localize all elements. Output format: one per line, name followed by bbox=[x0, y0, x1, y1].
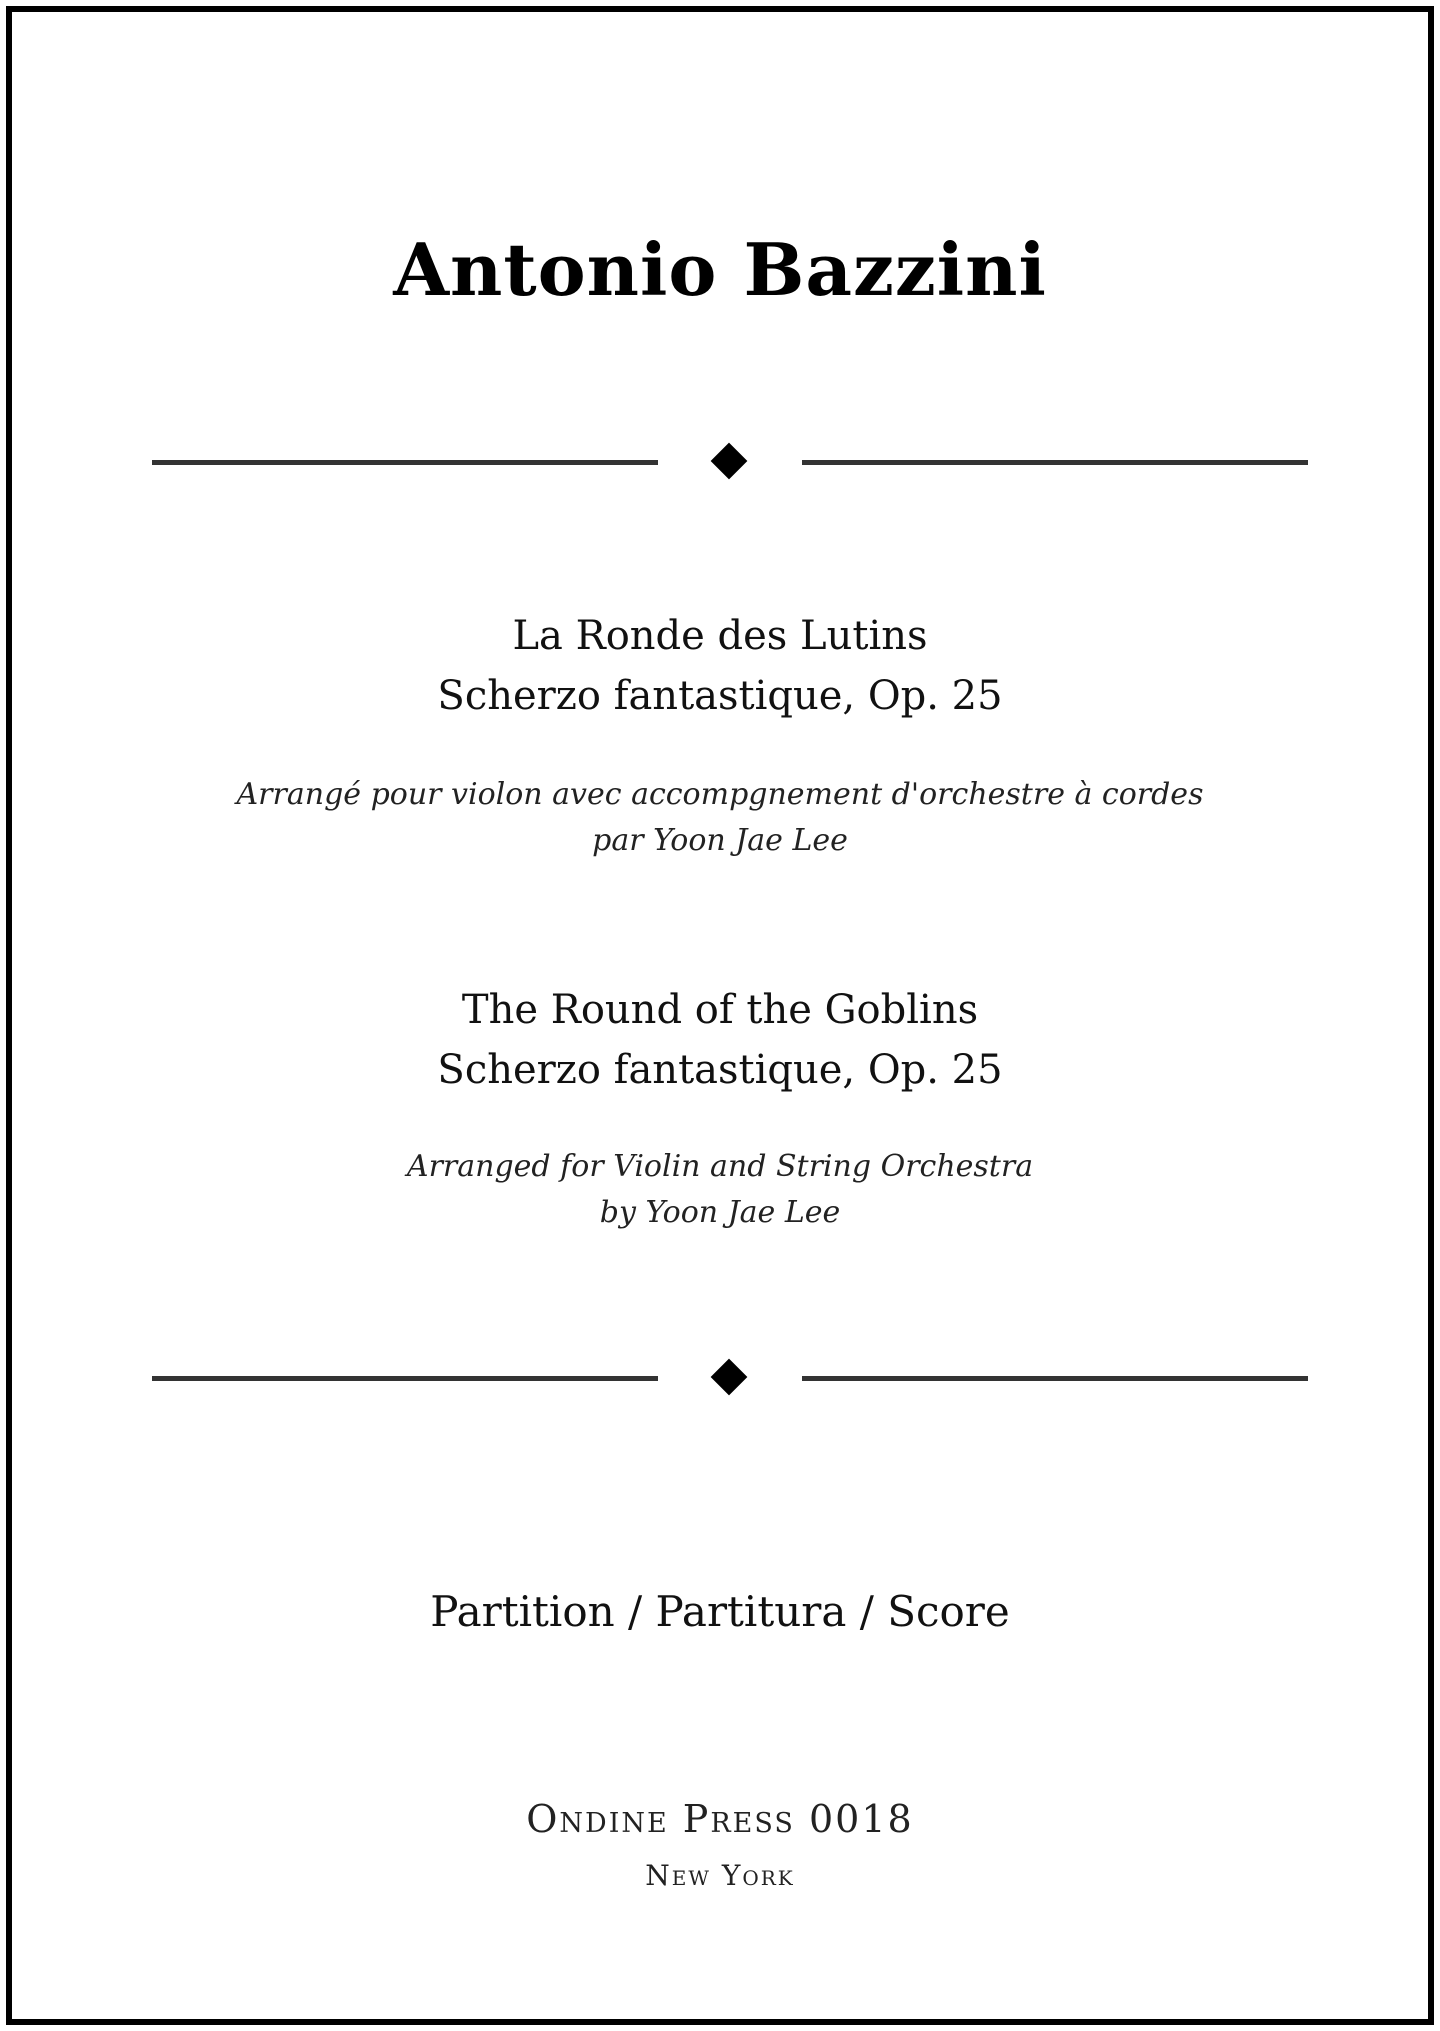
divider-rule-left bbox=[152, 460, 658, 465]
diamond-ornament-icon bbox=[711, 443, 748, 480]
english-arrangement-note: Arranged for Violin and String Orchestra bbox=[406, 1149, 1034, 1184]
french-arrangement-note: Arrangé pour violon avec accompgnement d'orchestre à cordes bbox=[236, 777, 1204, 812]
ornamental-divider-top bbox=[152, 442, 1308, 482]
publisher-city: New York bbox=[645, 1859, 795, 1892]
edition-type: Partition / Partitura / Score bbox=[430, 1587, 1010, 1636]
french-work-title: La Ronde des Lutins bbox=[512, 613, 928, 659]
divider-rule-left bbox=[152, 1376, 658, 1381]
composer-name: Antonio Bazzini bbox=[393, 227, 1047, 312]
french-arranger-credit: par Yoon Jae Lee bbox=[592, 823, 848, 858]
english-work-title: The Round of the Goblins bbox=[461, 987, 979, 1033]
english-work-subtitle: Scherzo fantastique, Op. 25 bbox=[437, 1047, 1003, 1093]
divider-rule-right bbox=[802, 1376, 1308, 1381]
french-work-subtitle: Scherzo fantastique, Op. 25 bbox=[437, 673, 1003, 719]
english-arranger-credit: by Yoon Jae Lee bbox=[599, 1195, 841, 1230]
divider-rule-right bbox=[802, 460, 1308, 465]
score-cover-page bbox=[6, 6, 1434, 2025]
diamond-ornament-icon bbox=[711, 1359, 748, 1396]
ornamental-divider-bottom bbox=[152, 1358, 1308, 1398]
publisher-name: Ondine Press 0018 bbox=[526, 1797, 914, 1841]
